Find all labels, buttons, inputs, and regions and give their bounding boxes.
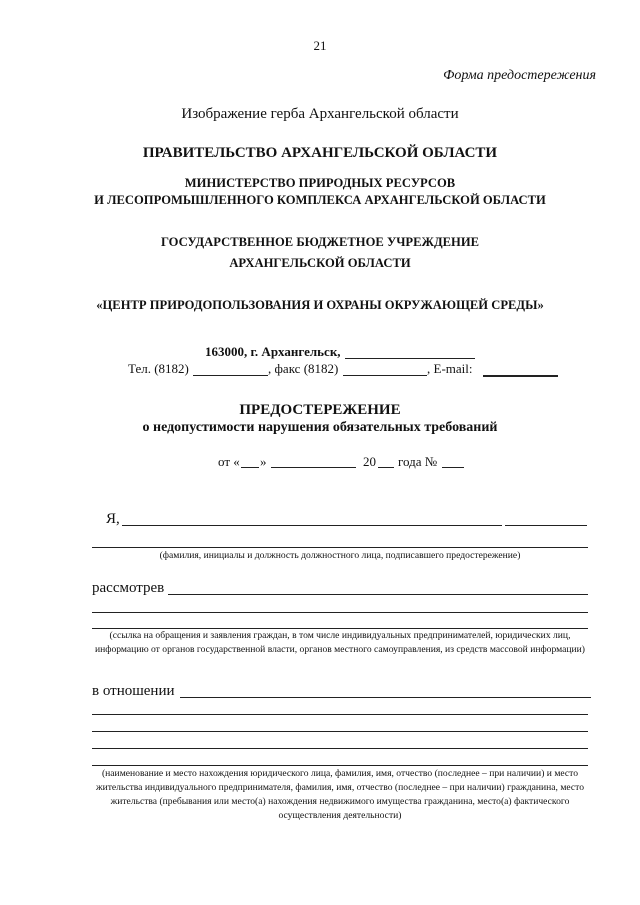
date-close-quote: »	[260, 454, 267, 469]
number-blank[interactable]	[442, 467, 464, 468]
considered-blank-1[interactable]	[168, 594, 588, 595]
year-blank[interactable]	[378, 467, 394, 468]
tel-label: Тел. (8182)	[128, 361, 189, 376]
day-blank[interactable]	[241, 467, 259, 468]
center-name: «ЦЕНТР ПРИРОДОПОЛЬЗОВАНИЯ И ОХРАНЫ ОКРУЖАЮЩЕЙ СРЕДЫ»	[96, 298, 544, 312]
tel-blank[interactable]	[193, 375, 268, 376]
considered-blank-2[interactable]	[92, 612, 588, 613]
i-caption: (фамилия, инициалы и должность должностного лица, подписавшего предостережение)	[159, 550, 521, 561]
i-label: Я,	[106, 511, 120, 527]
considered-label: рассмотрев	[92, 580, 165, 596]
fax-label: , факс (8182)	[268, 361, 339, 376]
ministry-line-2: И ЛЕСОПРОМЫШЛЕННОГО КОМПЛЕКСА АРХАНГЕЛЬСКОЙ ОБЛАСТИ	[94, 193, 546, 207]
i-blank-3[interactable]	[92, 547, 588, 548]
fax-blank[interactable]	[343, 375, 427, 376]
i-blank-1[interactable]	[122, 525, 502, 526]
month-blank[interactable]	[271, 467, 356, 468]
email-blank[interactable]	[483, 375, 558, 377]
page-number: 21	[313, 38, 327, 53]
address-city: 163000, г. Архангельск,	[205, 344, 341, 359]
date-from-label: от «	[218, 454, 240, 469]
considered-caption: (ссылка на обращения и заявления граждан, в том числе индивидуальных предпринимателей, юридических лиц, информацию от органов государственной власти, органов местного самоуправления, из средств массовой информации)	[94, 630, 585, 655]
government-heading: ПРАВИТЕЛЬСТВО АРХАНГЕЛЬСКОЙ ОБЛАСТИ	[142, 145, 498, 161]
coat-of-arms-placeholder: Изображение герба Архангельской области	[181, 106, 459, 122]
institution-line-2: АРХАНГЕЛЬСКОЙ ОБЛАСТИ	[229, 256, 411, 270]
street-blank[interactable]	[345, 358, 475, 359]
regarding-blank-2[interactable]	[92, 714, 588, 715]
form-label: Форма предостережения	[443, 68, 596, 83]
regarding-label: в отношении	[92, 683, 175, 699]
regarding-blank-3[interactable]	[92, 731, 588, 732]
doc-subtitle: о недопустимости нарушения обязательных требований	[142, 420, 498, 435]
regarding-blank-1[interactable]	[180, 697, 591, 698]
doc-title: ПРЕДОСТЕРЕЖЕНИЕ	[239, 402, 401, 418]
year-number-label: года №	[398, 454, 438, 469]
regarding-blank-5[interactable]	[92, 765, 588, 766]
i-blank-2[interactable]	[505, 525, 587, 526]
institution-line-1: ГОСУДАРСТВЕННОЕ БЮДЖЕТНОЕ УЧРЕЖДЕНИЕ	[160, 235, 480, 249]
year-prefix: 20	[363, 454, 376, 469]
email-label: , E-mail:	[427, 361, 473, 376]
regarding-blank-4[interactable]	[92, 748, 588, 749]
regarding-caption: (наименование и место нахождения юридического лица, фамилия, имя, отчество (последнее – при наличии) и место жительства индивидуального предпринимателя, фамилия, имя, отчество (последнее – при наличии) гражданина, место жительства (пребывания или место(а) нахождения недвижимого имущества гражданина, место(а) фактического осуществления деятельности)	[95, 768, 585, 821]
ministry-line-1: МИНИСТЕРСТВО ПРИРОДНЫХ РЕСУРСОВ	[184, 176, 456, 190]
